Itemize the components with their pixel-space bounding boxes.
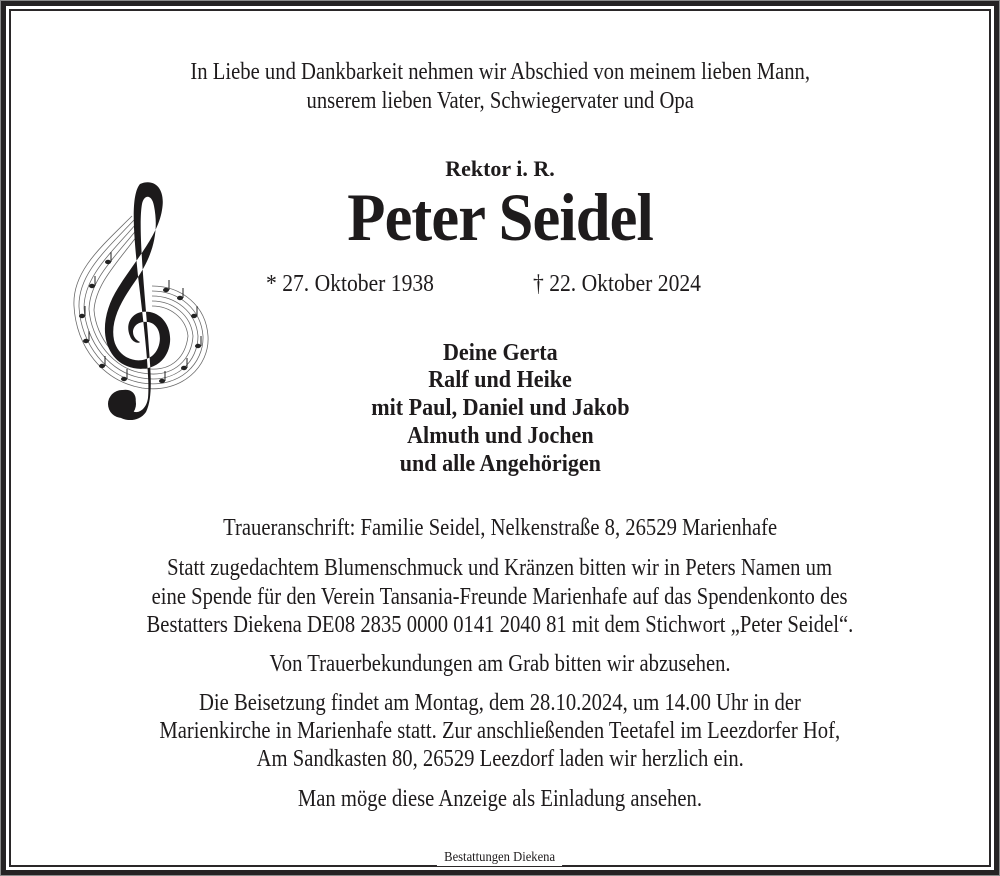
family-text-4: Almuth und Jochen xyxy=(406,423,594,449)
donation-text-1: Statt zugedachtem Blumenschmuck und Kränzen bitten wir in Peters Namen um xyxy=(167,555,833,581)
birth-date: * 27. Oktober 1938 xyxy=(266,271,434,297)
intro-text-1: In Liebe und Dankbarkeit nehmen wir Abschied von meinem lieben Mann, xyxy=(190,59,810,85)
intro-line-1 xyxy=(0,59,1000,86)
donation-text-3: Bestatters Diekena DE08 2835 0000 0141 2040 81 mit dem Stichwort „Peter Seidel“. xyxy=(146,612,854,638)
death-date: † 22. Oktober 2024 xyxy=(533,271,701,297)
name-text: Peter Seidel xyxy=(347,179,653,255)
family-line-1 xyxy=(0,340,1000,367)
funeral-line-1 xyxy=(0,690,1000,717)
family-line-4 xyxy=(0,423,1000,450)
intro-text-2: unserem lieben Vater, Schwiegervater und Opa xyxy=(306,88,694,114)
funeral-line-2 xyxy=(0,718,1000,745)
intro-line-2 xyxy=(0,88,1000,115)
donation-line-2 xyxy=(0,584,1000,611)
donation-text-2: eine Spende für den Verein Tansania-Freunde Marienhafe auf das Spendenkonto des xyxy=(152,584,848,610)
grave-note xyxy=(0,651,1000,678)
closing-note xyxy=(0,786,1000,813)
funeral-line-3 xyxy=(0,746,1000,773)
funeral-home-name: Bestattungen Diekena xyxy=(437,850,562,866)
family-text-1: Deine Gerta xyxy=(442,340,558,366)
title-text: Rektor i. R. xyxy=(445,156,555,181)
footer-credit xyxy=(0,850,1000,866)
family-line-3 xyxy=(0,395,1000,422)
family-text-2: Ralf und Heike xyxy=(428,367,572,393)
family-line-5 xyxy=(0,451,1000,478)
address-text: Traueranschrift: Familie Seidel, Nelkenstraße 8, 26529 Marienhafe xyxy=(222,515,778,541)
donation-line-3 xyxy=(0,612,1000,639)
donation-line-1 xyxy=(0,555,1000,582)
closing-text: Man möge diese Anzeige als Einladung ansehen. xyxy=(297,786,703,812)
mourning-address xyxy=(0,515,1000,542)
family-text-5: und alle Angehörigen xyxy=(399,451,601,477)
funeral-text-1: Die Beisetzung findet am Montag, dem 28.10.2024, um 14.00 Uhr in der xyxy=(199,690,801,716)
family-text-3: mit Paul, Daniel und Jakob xyxy=(370,395,630,421)
funeral-text-2: Marienkirche in Marienhafe statt. Zur anschließenden Teetafel im Leezdorfer Hof, xyxy=(159,718,841,744)
funeral-text-3: Am Sandkasten 80, 26529 Leezdorf laden wir herzlich ein. xyxy=(256,746,744,772)
family-line-2 xyxy=(0,367,1000,394)
grave-note-text: Von Trauerbekundungen am Grab bitten wir abzusehen. xyxy=(269,651,731,677)
